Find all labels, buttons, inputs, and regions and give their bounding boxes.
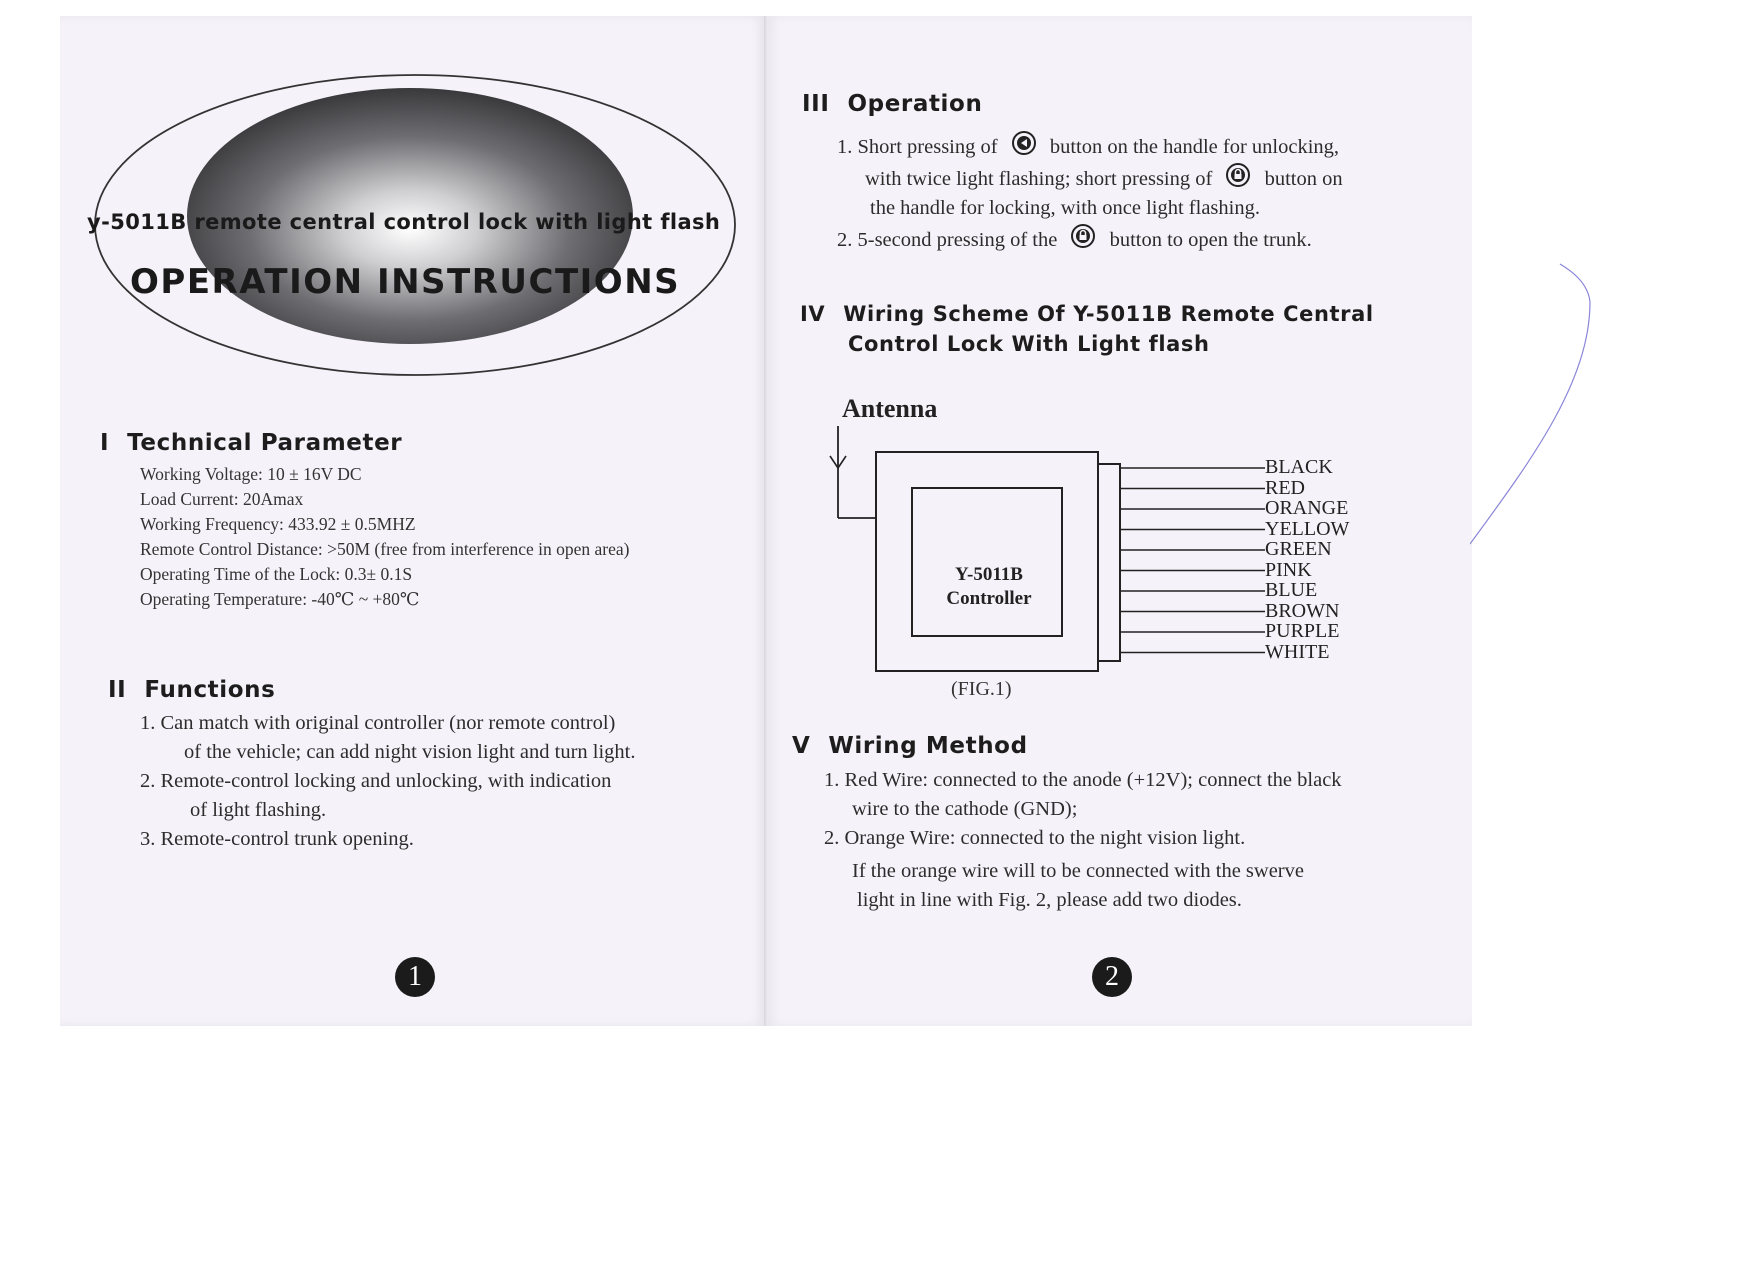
operation-list: [837, 130, 1343, 255]
pen-mark: [1470, 262, 1600, 552]
wiring-diagram: [820, 420, 1280, 680]
operation-item-1: 1. Short pressing of button on the handle for unlocking,: [837, 130, 1343, 162]
function-item-1: 1. Can match with original controller (nor remote control): [140, 712, 616, 734]
section-number: I: [100, 430, 110, 456]
wiring-method-list: [824, 766, 1342, 915]
page-number-1: 1: [395, 957, 435, 997]
wire-connector: [1098, 464, 1120, 661]
section-title: Technical Parameter: [127, 430, 403, 456]
function-item-2: 2. Remote-control locking and unlocking, with indication: [140, 770, 612, 792]
operation-item-1-cont: with twice light flashing; short pressing of button on: [837, 162, 1343, 194]
controller-type: Controller: [946, 588, 1032, 609]
page-fold: [764, 16, 768, 1026]
technical-params: [140, 462, 629, 612]
param-distance: Remote Control Distance: >50M (free from interference in open area): [140, 539, 630, 559]
wiring-method-item-2: 2. Orange Wire: connected to the night vision light.: [824, 827, 1246, 849]
functions-list: [140, 709, 635, 854]
wire-label-yellow: YELLOW: [1265, 517, 1350, 540]
wire-label-brown: BROWN: [1265, 599, 1340, 622]
wire-label-black: BLACK: [1265, 456, 1333, 478]
section-number: III: [802, 91, 830, 117]
section-number: V: [792, 733, 811, 759]
wire-label-blue: BLUE: [1265, 579, 1318, 601]
unlock-button-icon: [1011, 130, 1037, 156]
controller-inner-box: [912, 488, 1062, 636]
operation-heading: [802, 91, 982, 117]
wire-label-white: WHITE: [1265, 640, 1330, 663]
lock-button-icon: [1225, 162, 1251, 188]
wire-lines: [1120, 468, 1265, 653]
wiring-method-item-2-cont2: light in line with Fig. 2, please add two diodes.: [857, 889, 1242, 911]
operation-item-2: 2. 5-second pressing of the button to open the trunk.: [837, 223, 1343, 255]
function-item-2-cont: of light flashing.: [190, 799, 327, 821]
wire-label-purple: PURPLE: [1265, 620, 1340, 642]
param-current: Load Current: 20Amax: [140, 489, 304, 509]
param-frequency: Working Frequency: 433.92 ± 0.5MHZ: [140, 514, 416, 534]
wiring-method-item-1-cont: wire to the cathode (GND);: [852, 798, 1078, 820]
function-item-1-cont: of the vehicle; can add night vision light and turn light.: [184, 741, 636, 763]
param-temperature: Operating Temperature: -40℃ ~ +80℃: [140, 589, 420, 609]
wiring-method-item-1: 1. Red Wire: connected to the anode (+12V); connect the black: [824, 769, 1342, 791]
controller-model: Y-5011B: [955, 564, 1023, 585]
function-item-3: 3. Remote-control trunk opening.: [140, 828, 414, 850]
page-number-2: 2: [1092, 957, 1132, 997]
controller-box: [876, 452, 1098, 671]
controller-label: [912, 563, 1066, 611]
antenna-label: Antenna: [842, 394, 938, 423]
wiring-method-item-2-cont: If the orange wire will to be connected with the swerve: [852, 860, 1304, 882]
technical-heading: [100, 430, 402, 456]
section-title: Wiring Method: [828, 733, 1028, 759]
wire-label-red: RED: [1265, 476, 1305, 499]
page-title: OPERATION INSTRUCTIONS: [130, 262, 681, 302]
section-number: IV: [800, 302, 826, 326]
param-lock-time: Operating Time of the Lock: 0.3± 0.1S: [140, 564, 413, 584]
functions-heading: [108, 677, 275, 703]
section-number: II: [108, 677, 127, 703]
lock-button-icon: [1070, 223, 1096, 249]
figure-caption: (FIG.1): [951, 678, 1012, 700]
wire-label-orange: ORANGE: [1265, 497, 1349, 519]
operation-item-1-cont2: the handle for locking, with once light flashing.: [870, 197, 1260, 219]
section-title-cont: Control Lock With Light flash: [848, 332, 1210, 356]
section-title: Functions: [144, 677, 276, 703]
wire-label-pink: PINK: [1265, 558, 1312, 581]
wiring-method-heading: [792, 733, 1028, 759]
section-title: Wiring Scheme Of Y-5011B Remote Central: [843, 302, 1374, 326]
param-voltage: Working Voltage: 10 ± 16V DC: [140, 464, 362, 484]
product-subtitle: y-5011B remote central control lock with light flash: [87, 210, 721, 234]
wire-label-green: GREEN: [1265, 538, 1332, 560]
section-title: Operation: [847, 91, 983, 117]
wiring-scheme-heading: [800, 299, 1374, 359]
